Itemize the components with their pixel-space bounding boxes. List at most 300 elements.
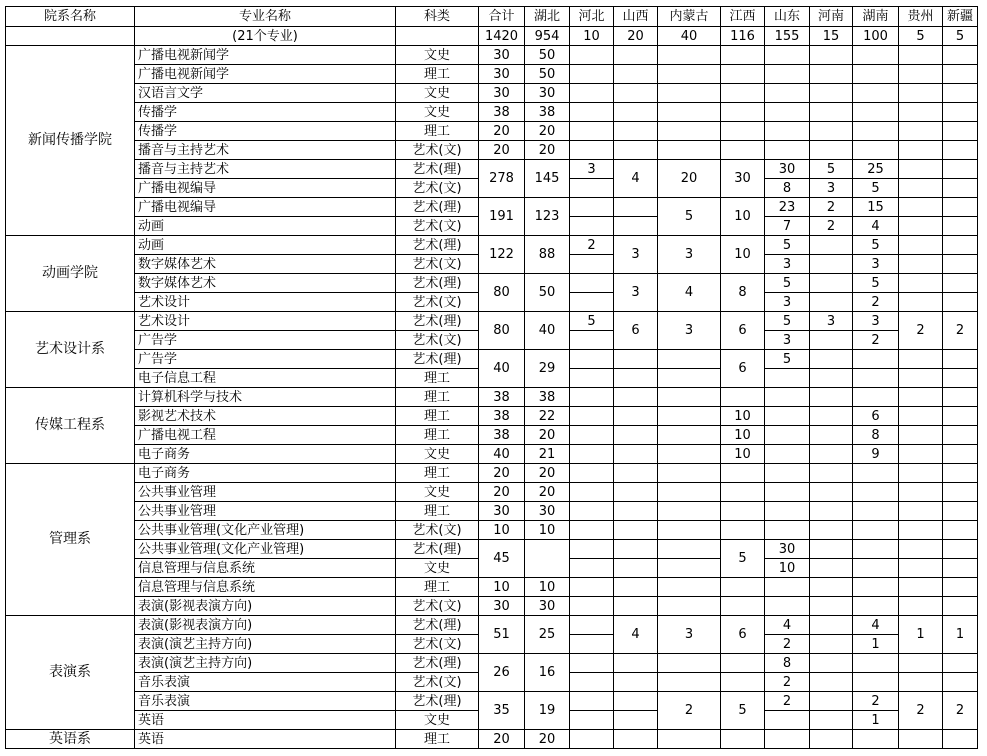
empty-cell	[570, 103, 614, 122]
subject-type: 艺术(理)	[396, 160, 479, 179]
table-row	[6, 46, 978, 65]
quota-cell: 30	[479, 502, 525, 521]
empty-cell	[943, 255, 978, 274]
quota-cell: 30	[525, 502, 570, 521]
empty-cell	[721, 654, 765, 673]
quota-cell: 50	[525, 65, 570, 84]
summary-total: 5	[943, 27, 978, 46]
quota-cell: 3	[853, 312, 899, 331]
quota-cell: 2	[765, 692, 810, 711]
empty-cell	[721, 597, 765, 616]
empty-cell	[570, 65, 614, 84]
quota-cell: 10	[479, 521, 525, 540]
subject-type: 艺术(文)	[396, 293, 479, 312]
empty-cell	[810, 426, 853, 445]
empty-cell	[943, 198, 978, 217]
major-name: 动画	[135, 217, 396, 236]
empty-cell	[658, 350, 721, 369]
empty-cell	[943, 730, 978, 749]
quota-cell: 8	[765, 179, 810, 198]
subject-type: 艺术(理)	[396, 616, 479, 635]
major-name: 公共事业管理(文化产业管理)	[135, 540, 396, 559]
enrollment-plan-table	[5, 6, 978, 749]
quota-cell: 191	[479, 198, 525, 236]
empty-cell	[614, 521, 658, 540]
empty-cell	[570, 502, 614, 521]
table-row	[6, 274, 978, 293]
empty-cell	[943, 654, 978, 673]
major-name: 信息管理与信息系统	[135, 559, 396, 578]
major-name: 动画	[135, 236, 396, 255]
empty-cell	[614, 217, 658, 236]
empty-cell	[943, 407, 978, 426]
quota-cell: 6	[721, 616, 765, 654]
empty-cell	[853, 502, 899, 521]
quota-cell: 30	[525, 84, 570, 103]
empty-cell	[658, 597, 721, 616]
empty-cell	[899, 369, 943, 388]
subject-type: 理工	[396, 464, 479, 483]
major-name: 表演(演艺主持方向)	[135, 635, 396, 654]
quota-cell: 2	[765, 673, 810, 692]
quota-cell: 5	[765, 350, 810, 369]
major-name: 艺术设计	[135, 293, 396, 312]
empty-cell	[810, 616, 853, 635]
column-header: 河南	[810, 7, 853, 27]
empty-cell	[810, 46, 853, 65]
empty-cell	[614, 673, 658, 692]
empty-cell	[853, 464, 899, 483]
empty-cell	[943, 483, 978, 502]
empty-cell	[570, 616, 614, 635]
major-name: 广告学	[135, 350, 396, 369]
quota-cell: 7	[765, 217, 810, 236]
empty-cell	[614, 730, 658, 749]
quota-cell: 51	[479, 616, 525, 654]
empty-cell	[810, 559, 853, 578]
empty-cell	[943, 597, 978, 616]
quota-cell: 4	[614, 616, 658, 654]
column-header: 内蒙古	[658, 7, 721, 27]
subject-type: 艺术(文)	[396, 141, 479, 160]
table-row	[6, 730, 978, 749]
empty-cell	[853, 578, 899, 597]
table-row	[6, 654, 978, 673]
quota-cell: 88	[525, 236, 570, 274]
summary-total: 954	[525, 27, 570, 46]
empty-cell	[614, 84, 658, 103]
empty-cell	[899, 217, 943, 236]
summary-total: 100	[853, 27, 899, 46]
quota-cell: 2	[899, 692, 943, 730]
quota-cell: 30	[765, 160, 810, 179]
empty-cell	[899, 293, 943, 312]
empty-cell	[721, 84, 765, 103]
table-row	[6, 160, 978, 179]
empty-cell	[810, 730, 853, 749]
empty-cell	[810, 597, 853, 616]
empty-cell	[810, 65, 853, 84]
empty-cell	[570, 483, 614, 502]
empty-cell	[765, 730, 810, 749]
quota-cell: 5	[853, 236, 899, 255]
quota-cell: 8	[721, 274, 765, 312]
empty-cell	[899, 122, 943, 141]
empty-cell	[810, 141, 853, 160]
quota-cell: 2	[943, 312, 978, 350]
department-name: 管理系	[6, 464, 135, 616]
major-name: 传播学	[135, 103, 396, 122]
empty-cell	[899, 84, 943, 103]
quota-cell: 19	[525, 692, 570, 730]
quota-cell: 23	[765, 198, 810, 217]
department-name: 传媒工程系	[6, 388, 135, 464]
empty-cell	[943, 369, 978, 388]
quota-cell: 80	[479, 312, 525, 350]
department-name: 新闻传播学院	[6, 46, 135, 236]
empty-cell	[853, 388, 899, 407]
quota-cell: 5	[810, 160, 853, 179]
empty-cell	[810, 331, 853, 350]
subject-type: 理工	[396, 502, 479, 521]
empty-cell	[943, 673, 978, 692]
quota-cell: 5	[853, 274, 899, 293]
empty-cell	[658, 445, 721, 464]
empty-cell	[853, 141, 899, 160]
subject-type: 文史	[396, 711, 479, 730]
empty-cell	[570, 464, 614, 483]
major-name: 广播电视新闻学	[135, 65, 396, 84]
empty-cell	[658, 407, 721, 426]
empty-cell	[658, 84, 721, 103]
empty-cell	[853, 673, 899, 692]
summary-total: 1420	[479, 27, 525, 46]
empty-cell	[899, 255, 943, 274]
quota-cell: 3	[658, 616, 721, 654]
subject-type: 艺术(文)	[396, 217, 479, 236]
empty-cell	[658, 540, 721, 559]
quota-cell: 3	[853, 255, 899, 274]
empty-cell	[853, 483, 899, 502]
quota-cell: 4	[614, 160, 658, 198]
empty-cell	[614, 559, 658, 578]
table-row	[6, 483, 978, 502]
empty-cell	[721, 122, 765, 141]
empty-cell	[570, 540, 614, 559]
empty-cell	[853, 654, 899, 673]
empty-cell	[614, 597, 658, 616]
subject-type: 文史	[396, 46, 479, 65]
quota-cell: 22	[525, 407, 570, 426]
empty-cell	[899, 350, 943, 369]
empty-cell	[570, 122, 614, 141]
table-row	[6, 578, 978, 597]
table-row	[6, 445, 978, 464]
quota-cell: 20	[479, 141, 525, 160]
empty-cell	[721, 521, 765, 540]
quota-cell: 10	[721, 407, 765, 426]
quota-cell: 2	[853, 331, 899, 350]
quota-cell: 5	[721, 540, 765, 578]
empty-cell	[943, 179, 978, 198]
empty-cell	[810, 464, 853, 483]
empty-cell	[765, 388, 810, 407]
empty-cell	[658, 578, 721, 597]
major-name: 表演(演艺主持方向)	[135, 654, 396, 673]
empty-cell	[614, 540, 658, 559]
table-body	[6, 27, 978, 749]
quota-cell: 26	[479, 654, 525, 692]
quota-cell: 3	[658, 312, 721, 350]
quota-cell: 38	[525, 388, 570, 407]
quota-cell: 20	[525, 483, 570, 502]
empty-cell	[658, 103, 721, 122]
empty-cell	[614, 350, 658, 369]
summary-total: 40	[658, 27, 721, 46]
empty-cell	[721, 103, 765, 122]
quota-cell: 2	[810, 217, 853, 236]
empty-cell	[810, 103, 853, 122]
empty-cell	[943, 293, 978, 312]
quota-cell: 2	[943, 692, 978, 730]
table-row	[6, 464, 978, 483]
empty-cell	[853, 521, 899, 540]
table-row	[6, 616, 978, 635]
empty-cell	[658, 122, 721, 141]
major-name: 广播电视编导	[135, 198, 396, 217]
major-name: 表演(影视表演方向)	[135, 616, 396, 635]
major-name: 广播电视工程	[135, 426, 396, 445]
empty-cell	[810, 711, 853, 730]
quota-cell: 3	[614, 274, 658, 312]
quota-cell: 3	[765, 255, 810, 274]
major-name: 电子商务	[135, 445, 396, 464]
quota-cell: 1	[899, 616, 943, 654]
column-header: 贵州	[899, 7, 943, 27]
empty-cell	[810, 521, 853, 540]
empty-cell	[614, 198, 658, 217]
empty-cell	[765, 65, 810, 84]
column-header: 科类	[396, 7, 479, 27]
empty-cell	[658, 46, 721, 65]
quota-cell: 4	[765, 616, 810, 635]
empty-cell	[614, 46, 658, 65]
quota-cell: 29	[525, 350, 570, 388]
quota-cell: 5	[765, 312, 810, 331]
empty-cell	[721, 483, 765, 502]
quota-cell: 40	[479, 445, 525, 464]
empty-cell	[899, 654, 943, 673]
empty-cell	[570, 730, 614, 749]
empty-cell	[765, 122, 810, 141]
empty-cell	[570, 578, 614, 597]
quota-cell: 123	[525, 198, 570, 236]
quota-cell: 1	[943, 616, 978, 654]
empty-cell	[765, 711, 810, 730]
empty-cell	[853, 122, 899, 141]
empty-cell	[943, 521, 978, 540]
table-row	[6, 388, 978, 407]
quota-cell: 25	[853, 160, 899, 179]
empty-cell	[765, 407, 810, 426]
empty-cell	[899, 578, 943, 597]
empty-cell	[810, 255, 853, 274]
empty-cell	[570, 179, 614, 198]
empty-cell	[765, 483, 810, 502]
quota-cell: 25	[525, 616, 570, 654]
quota-cell: 2	[658, 692, 721, 730]
subject-type: 理工	[396, 122, 479, 141]
major-name: 数字媒体艺术	[135, 255, 396, 274]
empty-cell	[899, 559, 943, 578]
empty-cell	[614, 369, 658, 388]
quota-cell: 30	[765, 540, 810, 559]
empty-cell	[853, 46, 899, 65]
quota-cell: 3	[765, 331, 810, 350]
empty-cell	[765, 103, 810, 122]
empty-cell	[721, 578, 765, 597]
empty-cell	[899, 483, 943, 502]
column-header: 新疆	[943, 7, 978, 27]
quota-cell: 30	[479, 46, 525, 65]
quota-cell: 6	[721, 350, 765, 388]
empty-cell	[853, 540, 899, 559]
quota-cell: 20	[525, 141, 570, 160]
subject-type: 文史	[396, 559, 479, 578]
empty-cell	[899, 730, 943, 749]
column-header: 山东	[765, 7, 810, 27]
empty-cell	[943, 350, 978, 369]
quota-cell: 30	[479, 597, 525, 616]
quota-cell: 3	[658, 236, 721, 274]
empty-cell	[853, 369, 899, 388]
subject-type: 理工	[396, 426, 479, 445]
empty-cell	[810, 654, 853, 673]
empty-cell	[765, 141, 810, 160]
quota-cell	[525, 540, 570, 578]
empty-cell	[810, 445, 853, 464]
empty-cell	[899, 179, 943, 198]
quota-cell: 30	[479, 84, 525, 103]
empty-cell	[810, 502, 853, 521]
subject-type: 理工	[396, 730, 479, 749]
column-header: 湖南	[853, 7, 899, 27]
empty-cell	[899, 141, 943, 160]
empty-cell	[614, 483, 658, 502]
empty-cell	[570, 521, 614, 540]
quota-cell: 3	[810, 312, 853, 331]
empty-cell	[853, 84, 899, 103]
empty-cell	[943, 502, 978, 521]
quota-cell: 5	[765, 274, 810, 293]
empty-cell	[614, 502, 658, 521]
quota-cell: 2	[853, 692, 899, 711]
major-name: 艺术设计	[135, 312, 396, 331]
empty-cell	[570, 84, 614, 103]
quota-cell: 278	[479, 160, 525, 198]
major-name: 英语	[135, 730, 396, 749]
subject-type: 艺术(理)	[396, 350, 479, 369]
empty-cell	[614, 578, 658, 597]
quota-cell: 20	[479, 122, 525, 141]
quota-cell: 8	[765, 654, 810, 673]
empty-cell	[765, 445, 810, 464]
empty-cell	[658, 483, 721, 502]
empty-cell	[614, 654, 658, 673]
quota-cell: 10	[479, 578, 525, 597]
empty-cell	[899, 388, 943, 407]
table-row	[6, 103, 978, 122]
empty-cell	[810, 84, 853, 103]
quota-cell: 2	[853, 293, 899, 312]
quota-cell: 3	[614, 236, 658, 274]
empty-cell	[899, 407, 943, 426]
empty-cell	[899, 445, 943, 464]
empty-cell	[765, 84, 810, 103]
column-header: 江西	[721, 7, 765, 27]
empty-cell	[570, 388, 614, 407]
empty-cell	[943, 84, 978, 103]
empty-cell	[614, 426, 658, 445]
quota-cell: 4	[853, 616, 899, 635]
table-row	[6, 84, 978, 103]
major-name: 公共事业管理	[135, 483, 396, 502]
empty-cell	[899, 236, 943, 255]
quota-cell: 2	[810, 198, 853, 217]
major-name: 公共事业管理(文化产业管理)	[135, 521, 396, 540]
quota-cell: 10	[525, 578, 570, 597]
empty-cell	[614, 445, 658, 464]
subject-type: 理工	[396, 578, 479, 597]
quota-cell: 4	[853, 217, 899, 236]
empty-cell	[614, 141, 658, 160]
subject-type: 理工	[396, 388, 479, 407]
quota-cell: 5	[658, 198, 721, 236]
empty-cell	[614, 464, 658, 483]
quota-cell: 20	[479, 730, 525, 749]
empty-cell	[614, 65, 658, 84]
empty-cell	[721, 65, 765, 84]
quota-cell: 38	[479, 407, 525, 426]
empty-cell	[853, 103, 899, 122]
quota-cell: 4	[658, 274, 721, 312]
empty-cell	[899, 426, 943, 445]
major-name: 传播学	[135, 122, 396, 141]
subject-type: 艺术(文)	[396, 597, 479, 616]
department-name: 艺术设计系	[6, 312, 135, 388]
empty-cell	[721, 730, 765, 749]
major-name: 英语	[135, 711, 396, 730]
empty-cell	[810, 692, 853, 711]
header-row	[6, 7, 978, 27]
department-name: 动画学院	[6, 236, 135, 312]
table-row	[6, 350, 978, 369]
quota-cell: 3	[570, 160, 614, 179]
empty-cell	[658, 388, 721, 407]
column-header: 河北	[570, 7, 614, 27]
major-name: 信息管理与信息系统	[135, 578, 396, 597]
empty-cell	[658, 426, 721, 445]
quota-cell: 20	[525, 464, 570, 483]
empty-cell	[943, 578, 978, 597]
quota-cell: 30	[479, 65, 525, 84]
subject-type: 文史	[396, 84, 479, 103]
empty-cell	[853, 559, 899, 578]
empty-cell	[899, 521, 943, 540]
empty-cell	[570, 350, 614, 369]
empty-cell	[570, 445, 614, 464]
subject-type: 文史	[396, 103, 479, 122]
